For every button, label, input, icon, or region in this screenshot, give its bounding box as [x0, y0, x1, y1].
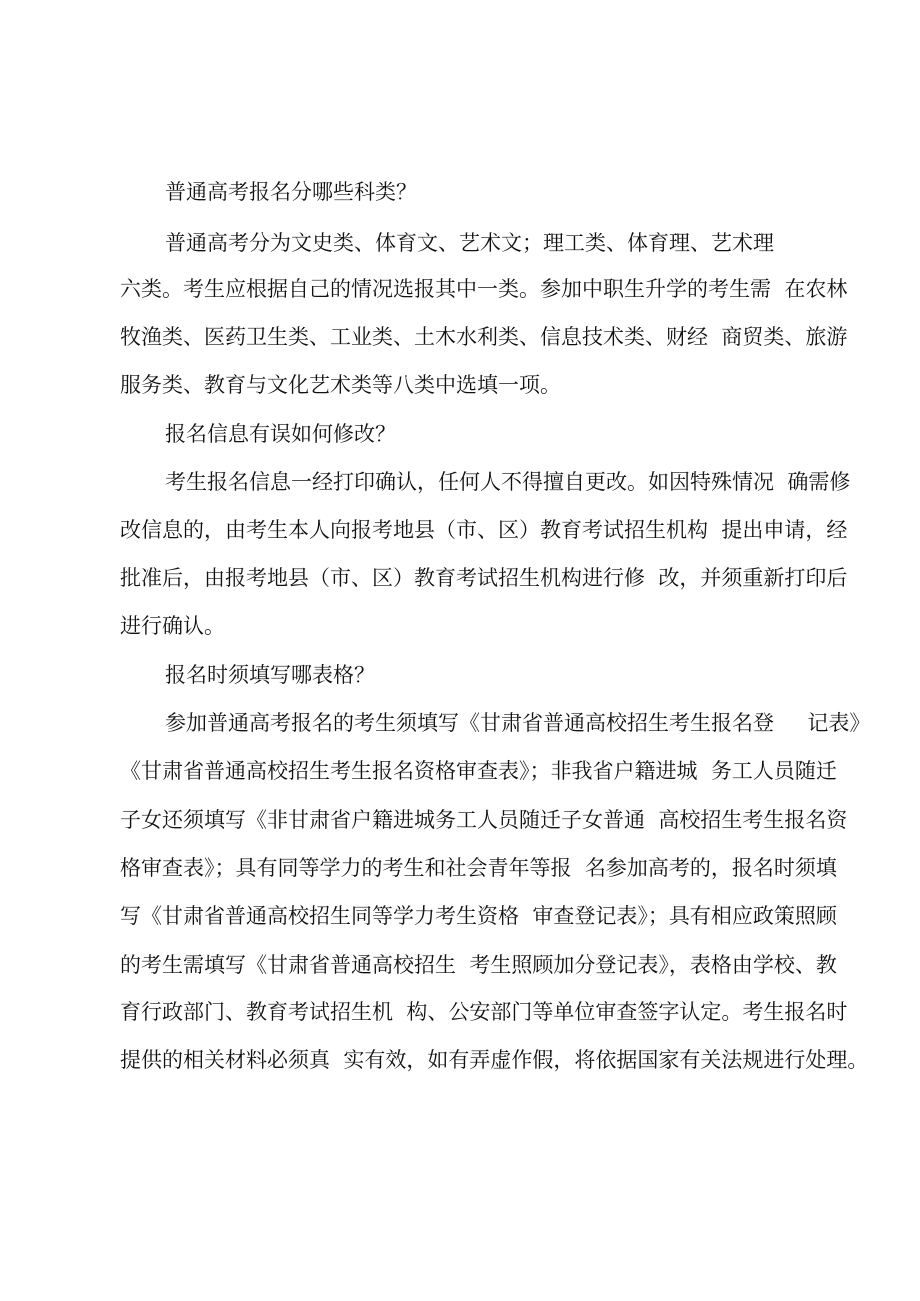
section-heading-required-forms: 报名时须填写哪表格？: [165, 663, 375, 687]
paragraph-line: 批准后，由报考地县（市、区）教育考试招生机构进行修 改，并须重新打印后: [120, 566, 848, 590]
paragraph-line: 育行政部门、教育考试招生机 构、公安部门等单位审查签字认定。考生报名时: [120, 1000, 848, 1024]
paragraph-line: 提供的相关材料必须真 实有效，如有弄虚作假，将依据国家有关法规进行处理。: [120, 1048, 869, 1072]
section-heading-subject-categories: 普通高考报名分哪些科类？: [165, 180, 417, 204]
paragraph-line: 的考生需填写《甘肃省普通高校招生 考生照顾加分登记表》，表格由学校、教: [120, 953, 837, 977]
paragraph-line: 参加普通高考报名的考生须填写《甘肃省普通高校招生考生报名登 记表》: [165, 711, 871, 735]
paragraph-line: 写《甘肃省普通高校招生同等学力考生资格 审查登记表》；具有相应政策照顾: [120, 904, 837, 928]
paragraph-line: 牧渔类、医药卫生类、工业类、土木水利类、信息技术类、财经 商贸类、旅游: [120, 325, 848, 349]
paragraph-line: 六类。考生应根据自己的情况选报其中一类。参加中职生升学的考生需 在农林: [120, 277, 848, 301]
paragraph-line: 服务类、教育与文化艺术类等八类中选填一项。: [120, 373, 561, 397]
paragraph-line: 子女还须填写《非甘肃省户籍进城务工人员随迁子女普通 高校招生考生报名资: [120, 808, 848, 832]
paragraph-line: 考生报名信息一经打印确认，任何人不得擅自更改。如因特殊情况 确需修: [165, 470, 851, 494]
section-heading-info-correction: 报名信息有误如何修改？: [165, 422, 396, 446]
paragraph-line: 进行确认。: [120, 614, 225, 638]
paragraph-line: 普通高考分为文史类、体育文、艺术文；理工类、体育理、艺术理: [165, 231, 774, 255]
paragraph-line: 《甘肃省普通高校招生考生报名资格审查表》；非我省户籍进城 务工人员随迁: [120, 759, 837, 783]
paragraph-line: 改信息的，由考生本人向报考地县（市、区）教育考试招生机构 提出申请，经: [120, 518, 848, 542]
paragraph-line: 格审查表》；具有同等学力的考生和社会青年等报 名参加高考的，报名时须填: [120, 856, 837, 880]
